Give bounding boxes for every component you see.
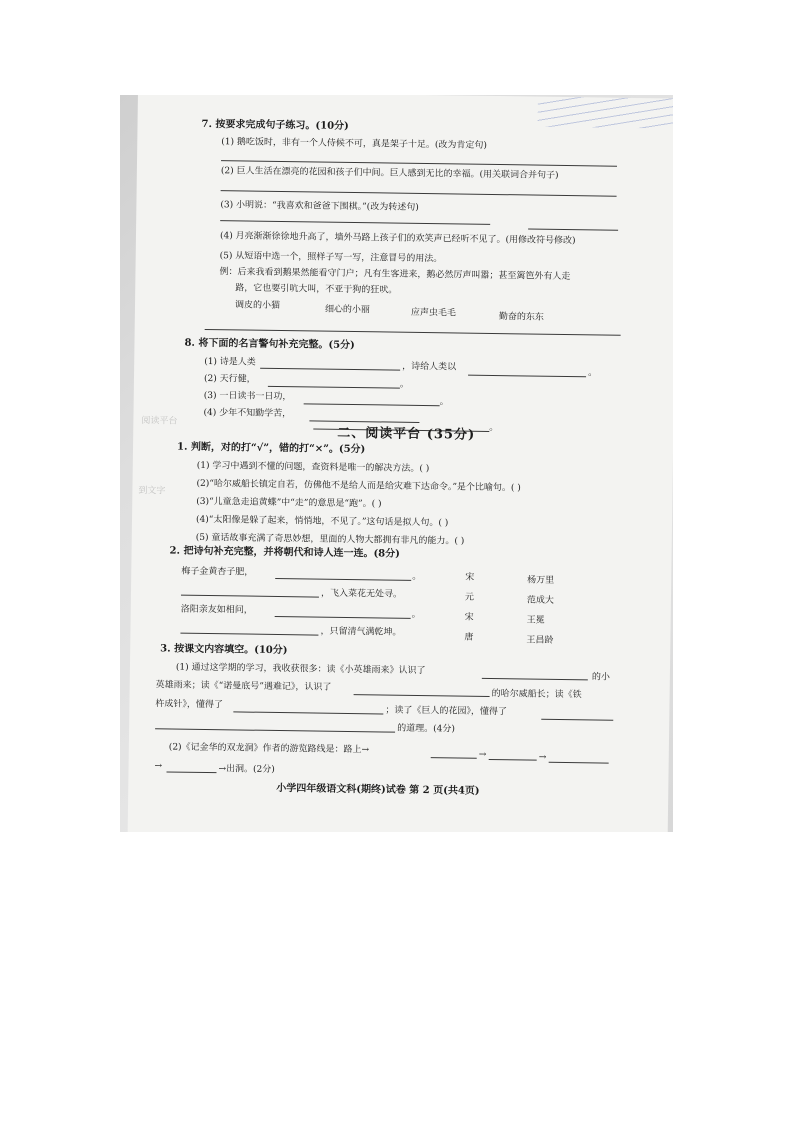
r1-item-4: (4)“太阳像是躲了起来，悄悄地，不见了。”这句话是拟人句。( ) — [195, 514, 449, 529]
q8-title: 8. 将下面的名言警句补充完整。(5分) — [184, 337, 355, 352]
answer-blank[interactable] — [304, 403, 440, 406]
q7-example-line-2: 路，它也要引吭大叫，不亚于狗的狂吠。 — [235, 283, 398, 296]
r3-a-line-2: 英雄雨来；读《“诺曼底号”遇难记》，认识了 — [155, 680, 332, 693]
dynasty: 宋 — [464, 612, 474, 623]
q7-phrase: 应声虫毛毛 — [410, 307, 457, 319]
answer-blank[interactable] — [541, 719, 613, 721]
q7-example-line-1: 例：后来我看到鹅果然能看守门户；凡有生客进来，鹅必然厉声叫嚣；甚至篱笆外有人走 — [219, 267, 571, 283]
r3-b-line-2: →出洞。(2分) — [218, 764, 275, 775]
q7-phrase: 细心的小丽 — [324, 304, 371, 316]
poet: 王冕 — [526, 615, 545, 626]
r1-item-3: (3)“儿童急走追黄蝶”中“走”的意思是“跑”。( ) — [196, 496, 382, 510]
r2-period: 。 — [412, 571, 422, 583]
answer-blank[interactable] — [260, 368, 400, 371]
q7-sentence-3: (3) 小明说：“我喜欢和爸爸下围棋。”(改为转述句) — [220, 200, 419, 213]
answer-blank[interactable] — [431, 757, 477, 759]
arrow: → — [478, 749, 487, 760]
ghost-text: 到文字 — [138, 486, 166, 497]
q7-sentence-5: (5) 从短语中选一个，照样子写一写，注意冒号的用法。 — [219, 251, 443, 265]
q8-period: 。 — [399, 379, 410, 390]
q8-period: 。 — [439, 397, 449, 408]
answer-line[interactable] — [205, 329, 621, 336]
r3-a-line-2-end: 的哈尔威船长；读《铁 — [491, 688, 582, 701]
arrow: → — [154, 761, 163, 772]
answer-blank[interactable] — [468, 375, 586, 378]
answer-blank[interactable] — [275, 616, 411, 619]
dynasty: 唐 — [464, 632, 474, 643]
poet: 范成大 — [526, 595, 555, 606]
r3-a-line-4: 的道理。(4分) — [397, 723, 455, 735]
q8-line-4: (4) 少年不知勤学苦， — [203, 407, 292, 420]
answer-blank[interactable] — [489, 759, 537, 761]
answer-blank[interactable] — [181, 595, 319, 598]
r2-line-2: ，飞入菜花无处寻。 — [320, 588, 403, 600]
answer-blank[interactable] — [268, 386, 400, 389]
r1-title: 1. 判断，对的打“√”，错的打“×”。(5分) — [176, 441, 366, 456]
q7-phrase: 勤奋的东东 — [498, 312, 544, 323]
r3-a-line-3-mid: ；读了《巨人的花园》，懂得了 — [385, 705, 507, 718]
answer-blank[interactable] — [275, 578, 411, 581]
q7-phrase: 调皮的小猫 — [234, 300, 281, 312]
exam-paper — [128, 95, 673, 832]
r3-b-line-1: (2)《记金华的双龙洞》作者的游览路线是：路上→ — [168, 742, 370, 756]
r3-a-line-3: 杵成针》，懂得了 — [155, 699, 224, 711]
answer-blank[interactable] — [309, 420, 419, 423]
lined-paper-corner — [538, 97, 673, 129]
photo-frame — [120, 95, 673, 832]
r3-a-line-1: (1) 通过这学期的学习，我收获很多：读《小英雄雨来》认识了 — [175, 662, 426, 677]
q8-line-1b: ，诗给人类以 — [402, 361, 457, 373]
answer-blank[interactable] — [233, 711, 383, 714]
q8-period: 。 — [588, 368, 598, 379]
poet: 杨万里 — [527, 575, 555, 586]
answer-blank[interactable] — [482, 678, 588, 680]
ghost-text: 阅读平台 — [141, 416, 178, 427]
arrow: → — [538, 752, 547, 763]
section-title: 二、阅读平台 (35分) — [337, 425, 476, 443]
r3-title: 3. 按课文内容填空。(10分) — [160, 643, 288, 657]
q8-period: 。 — [489, 422, 499, 434]
q7-sentence-1: (1) 鹅吃饭时，非有一个人侍候不可，真是架子十足。(改为肯定句) — [221, 137, 487, 151]
poet: 王昌龄 — [526, 635, 554, 646]
q7-title: 7. 按要求完成句子练习。(10分) — [201, 118, 349, 132]
r2-line-4: ，只留清气满乾坤。 — [320, 626, 402, 638]
r1-item-5: (5) 童话故事充满了奇思妙想，里面的人物大都拥有非凡的能力。( ) — [195, 532, 465, 547]
q8-line-3: (3) 一日读书一日功， — [203, 390, 292, 403]
answer-line[interactable] — [528, 228, 618, 230]
r2-line-3: 洛阳亲友如相问， — [180, 604, 253, 616]
r2-period: 。 — [411, 609, 421, 620]
r3-a-line-1-end: 的小 — [591, 672, 610, 683]
r1-item-2: (2)“哈尔威船长镇定自若，仿佛他不是给人而是给灾难下达命令。”是个比喻句。( ) — [196, 478, 521, 494]
answer-blank[interactable] — [180, 633, 318, 636]
r1-item-1: (1) 学习中遇到不懂的问题，查资料是唯一的解决方法。( ) — [196, 460, 430, 475]
answer-blank[interactable] — [155, 728, 395, 732]
answer-blank[interactable] — [549, 762, 609, 764]
r2-title: 2. 把诗句补充完整，并将朝代和诗人连一连。(8分) — [169, 545, 400, 560]
q7-sentence-4: (4) 月亮渐渐徐徐地升高了，墙外马路上孩子们的欢笑声已经听不见了。(用修改符号修改) — [219, 231, 576, 247]
answer-line[interactable] — [220, 220, 490, 225]
page-footer: 小学四年级语文科(期终)试卷 第 2 页(共4页) — [276, 782, 480, 797]
q8-line-1a: (1) 诗是人类 — [204, 356, 256, 368]
dynasty: 元 — [464, 592, 475, 603]
dynasty: 宋 — [465, 572, 475, 583]
answer-blank[interactable] — [354, 694, 490, 697]
r2-line-1: 梅子金黄杏子肥， — [181, 566, 254, 578]
answer-line[interactable] — [221, 190, 617, 197]
answer-blank[interactable] — [166, 771, 216, 773]
q8-line-2: (2) 天行健， — [203, 373, 256, 385]
q7-sentence-2: (2) 巨人生活在漂亮的花园和孩子们中间。巨人感到无比的幸福。(用关联词合并句子) — [220, 166, 559, 181]
